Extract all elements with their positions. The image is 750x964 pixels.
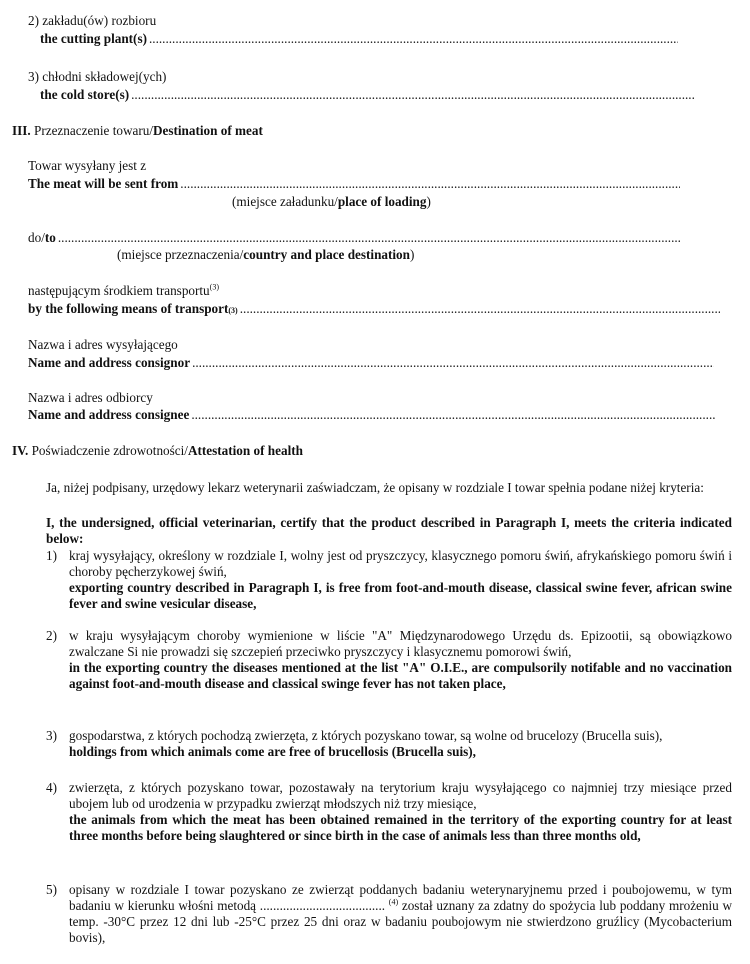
consignee-line[interactable] bbox=[28, 407, 716, 423]
destination-line[interactable] bbox=[28, 230, 680, 246]
dest-en: country and place destination bbox=[243, 247, 410, 262]
cutting-plant-dots bbox=[149, 31, 678, 47]
sent-from-line[interactable] bbox=[28, 176, 680, 192]
criterion-4-number: 4) bbox=[46, 780, 57, 795]
attestation-intro-pl: Ja, niżej podpisany, urzędowy lekarz weterynarii zaświadczam, że opisany w rozdziale I towar spełnia podane niżej kryteria: bbox=[46, 480, 704, 495]
cutting-plant-pl: 2) zakładu(ów) rozbioru bbox=[28, 13, 157, 28]
section-iv-title-en: Attestation of health bbox=[187, 443, 303, 458]
dest-close: ) bbox=[410, 247, 415, 262]
consignee-pl: Nazwa i adres odbiorcy bbox=[28, 390, 153, 405]
criterion-1-pl: kraj wysyłający, określony w rozdziale I, wolny jest od pryszczycy, klasycznego pomoru świń, afrykańskiego pomoru świń i choroby pęcherzykowej świń, bbox=[69, 548, 732, 579]
sent-from-en: The meat will be sent from bbox=[28, 176, 179, 191]
criterion-4 bbox=[46, 780, 732, 844]
criterion-2-pl: w kraju wysyłającym choroby wymienione w liście "A" Międzynarodowego Urzędu ds. Epizootii, są obowiązkowo zwalczane Si nie prowadzi się szczepień przeciwko pryszczycy i klasycznemu pomorowi świń, bbox=[69, 628, 732, 659]
section-iv-title-pl: Poświadczenie zdrowotności/ bbox=[31, 443, 188, 458]
criterion-4-en: the animals from which the meat has been obtained remained in the territory of the exporting country for at least three months before being slaughtered or since birth in the case of animals less than three months old, bbox=[69, 812, 732, 843]
consignee-en: Name and address consignee bbox=[28, 407, 190, 422]
dest-pl: (miejsce przeznaczenia/ bbox=[117, 247, 244, 262]
consignor-en: Name and address consignor bbox=[28, 355, 191, 370]
destination-caption bbox=[117, 247, 414, 263]
criterion-5-number: 5) bbox=[46, 882, 57, 897]
criterion-5 bbox=[46, 882, 732, 946]
cutting-plant-en: the cutting plant(s) bbox=[40, 31, 147, 46]
criterion-3-number: 3) bbox=[46, 728, 57, 743]
transport-pl bbox=[28, 283, 219, 299]
to-pl: do/ bbox=[28, 230, 45, 245]
criterion-5-pl-b: został uznany za zdatny do spożycia lub poddany mrożeniu w temp. -30°C przez 12 dni lub -25°C przez 25 dni oraz w badaniu poubojowym nie stwierdzono gruźlicy (Mycobacterium bovis), bbox=[69, 898, 733, 945]
consignor-pl: Nazwa i adres wysyłającego bbox=[28, 337, 178, 352]
section-iii-heading bbox=[12, 123, 263, 139]
cold-store-dots bbox=[131, 87, 695, 103]
destination-dots bbox=[58, 230, 680, 246]
transport-line[interactable]: by the following means of transport (3) ..... bbox=[28, 301, 720, 317]
consignor-dots bbox=[192, 355, 714, 371]
loading-close: ) bbox=[426, 194, 431, 209]
to-en: to bbox=[44, 230, 56, 245]
cold-store-en: the cold store(s) bbox=[40, 87, 130, 102]
cold-store-pl: 3) chłodni składowej(ych) bbox=[28, 69, 167, 84]
criterion-2-number: 2) bbox=[46, 628, 57, 643]
consignor-line[interactable] bbox=[28, 355, 714, 371]
sent-from-pl: Towar wysyłany jest z bbox=[28, 158, 147, 173]
section-iv-number: IV. bbox=[12, 443, 29, 458]
section-iii-title-pl: Przeznaczenie towaru/ bbox=[34, 123, 153, 138]
section-iii-title-en: Destination of meat bbox=[152, 123, 263, 138]
criterion-3-en: holdings from which animals come are free of brucellosis (Brucella suis), bbox=[69, 744, 476, 759]
attestation-intro-en: I, the undersigned, official veterinarian, certify that the product described in Paragraph I, meets the criteria indicated below: bbox=[46, 515, 732, 546]
cold-store-line[interactable] bbox=[40, 87, 695, 103]
transport-dots bbox=[240, 301, 720, 317]
criterion-3-pl: gospodarstwa, z których pochodzą zwierzęta, z których pozyskano towar, są wolne od brucelozy (Brucella suis), bbox=[69, 728, 663, 743]
sent-from-dots bbox=[180, 176, 680, 192]
loading-en: place of loading bbox=[337, 194, 427, 209]
criterion-5-note: (4) bbox=[388, 897, 399, 907]
cutting-plant-line[interactable] bbox=[40, 31, 678, 47]
criterion-2-en: in the exporting country the diseases mentioned at the list "A" O.I.E., are compulsorily notifable and no vaccination against foot-and-mouth disease and classical swinge fever has not taken place, bbox=[69, 660, 732, 691]
criterion-2 bbox=[46, 628, 732, 692]
transport-pl-note: (3) bbox=[209, 282, 219, 292]
criterion-5-dots[interactable]: ...................................... bbox=[259, 898, 386, 913]
transport-en: by the following means of transport bbox=[28, 301, 229, 316]
criterion-3 bbox=[46, 728, 732, 760]
loading-pl: (miejsce załadunku/ bbox=[232, 194, 338, 209]
criterion-5-text bbox=[69, 882, 732, 946]
criterion-1 bbox=[46, 548, 732, 612]
criterion-4-pl: zwierzęta, z których pozyskano towar, pozostawały na terytorium kraju wysyłającego co najmniej trzy miesiące przed ubojem lub od urodzenia w przypadku zwierząt młodszych niż trzy miesiące, bbox=[69, 780, 732, 811]
place-of-loading-caption bbox=[232, 194, 431, 210]
transport-pl-text: następującym środkiem transportu bbox=[28, 283, 210, 298]
consignee-dots bbox=[191, 407, 716, 423]
criterion-1-number: 1) bbox=[46, 548, 57, 563]
criterion-1-en: exporting country described in Paragraph I, is free from foot-and-mouth disease, classical swine fever, african swine fever and swine vesicular disease, bbox=[69, 580, 732, 611]
section-iii-number: III. bbox=[12, 123, 31, 138]
section-iv-heading bbox=[12, 443, 303, 459]
criterion-5-pl-a: opisany w rozdziale I towar pozyskano ze zwierząt poddanych badaniu weterynaryjnemu przed i poubojowemu, w tym badaniu w kierunku włośni metodą bbox=[69, 882, 732, 913]
